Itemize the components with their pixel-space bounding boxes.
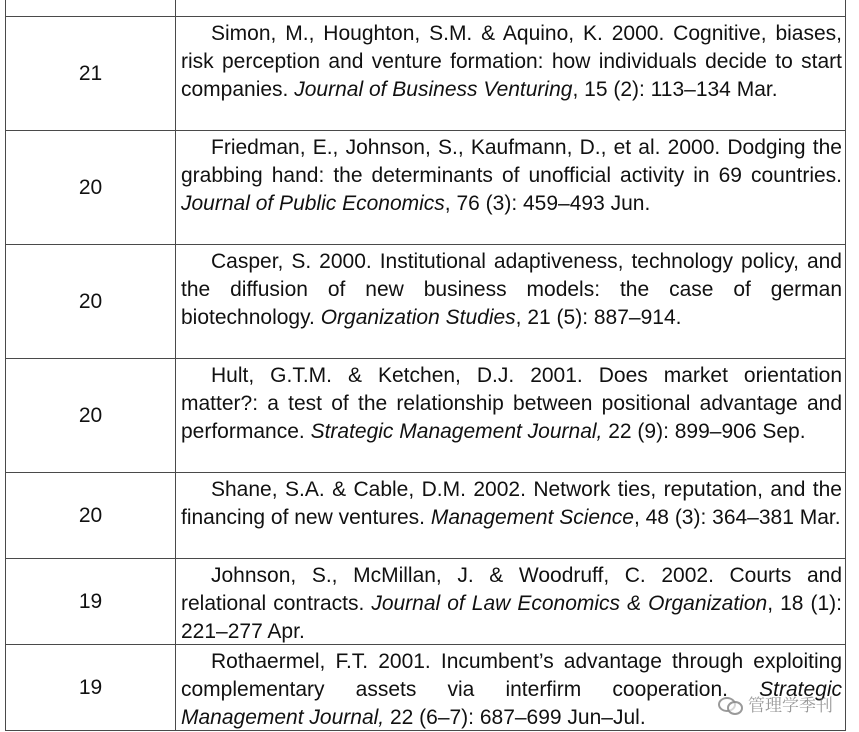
reference-details: , 76 (3): 459–493 Jun. [444, 192, 651, 215]
journal-name: Strategic Management Journal, [181, 678, 842, 729]
reference-text [176, 17, 845, 130]
table-row [6, 645, 846, 731]
table-row-partial [6, 0, 846, 17]
table-row [6, 17, 846, 131]
table-row [6, 131, 846, 245]
reference-authors-title: Hult, G.T.M. & Ketchen, D.J. 2001. Does market orientation matter?: a test of the relationship between positional advantage and performance. [181, 364, 842, 443]
citation-count: 19 [6, 559, 176, 644]
reference-authors-title: Johnson, S., McMillan, J. & Woodruff, C. 2002. Courts and relational contracts. [181, 564, 842, 615]
reference-authors-title: Shane, S.A. & Cable, D.M. 2002. Network ties, reputation, and the financing of new ventures. [181, 478, 842, 529]
table-row [6, 559, 846, 645]
reference-text [176, 473, 845, 558]
reference-authors-title: Casper, S. 2000. Institutional adaptiveness, technology policy, and the diffusion of new business models: the case of german biotechnology. [181, 250, 842, 329]
table-row [6, 473, 846, 559]
reference-authors-title: Rothaermel, F.T. 2001. Incumbent’s advantage through exploiting complementary assets via interfirm cooperation. [181, 650, 842, 701]
watermark-text: 管理学季刊 [748, 696, 833, 716]
journal-name: Strategic Management Journal, [310, 420, 603, 443]
reference-cell [176, 0, 845, 16]
reference-details: , 21 (5): 887–914. [515, 306, 682, 329]
citation-count: 20 [6, 473, 176, 558]
table-row [6, 245, 846, 359]
journal-name: Organization Studies [320, 306, 516, 329]
reference-details: , 18 (1): 221–277 Apr. [181, 592, 842, 643]
citation-count: 19 [6, 645, 176, 730]
reference-text [176, 645, 845, 730]
reference-text [176, 131, 845, 244]
citation-table [5, 0, 846, 731]
citation-count: 21 [6, 17, 176, 130]
reference-authors-title: Simon, M., Houghton, S.M. & Aquino, K. 2000. Cognitive, biases, risk perception and venture formation: how individuals decide to start companies. [181, 22, 842, 101]
wechat-icon [718, 694, 742, 714]
citation-count: 20 [6, 131, 176, 244]
reference-details: 22 (6–7): 687–699 Jun–Jul. [384, 706, 646, 729]
table-row [6, 359, 846, 473]
journal-name: Journal of Public Economics [181, 192, 445, 215]
reference-text [176, 559, 845, 644]
reference-text [176, 359, 845, 472]
citation-count: 20 [6, 359, 176, 472]
reference-authors-title: Friedman, E., Johnson, S., Kaufmann, D., et al. 2000. Dodging the grabbing hand: the determinants of unofficial activity in 69 countries. [181, 136, 842, 187]
journal-name: Journal of Business Venturing [294, 78, 573, 101]
reference-text [176, 245, 845, 358]
citation-count-cell [6, 0, 176, 16]
journal-name: Journal of Law Economics & Organization [371, 592, 768, 615]
reference-details: 22 (9): 899–906 Sep. [602, 420, 806, 443]
citation-count: 20 [6, 245, 176, 358]
reference-details: , 15 (2): 113–134 Mar. [572, 78, 778, 101]
journal-name: Management Science [430, 506, 634, 529]
reference-details: , 48 (3): 364–381 Mar. [633, 506, 841, 529]
watermark [718, 691, 833, 716]
